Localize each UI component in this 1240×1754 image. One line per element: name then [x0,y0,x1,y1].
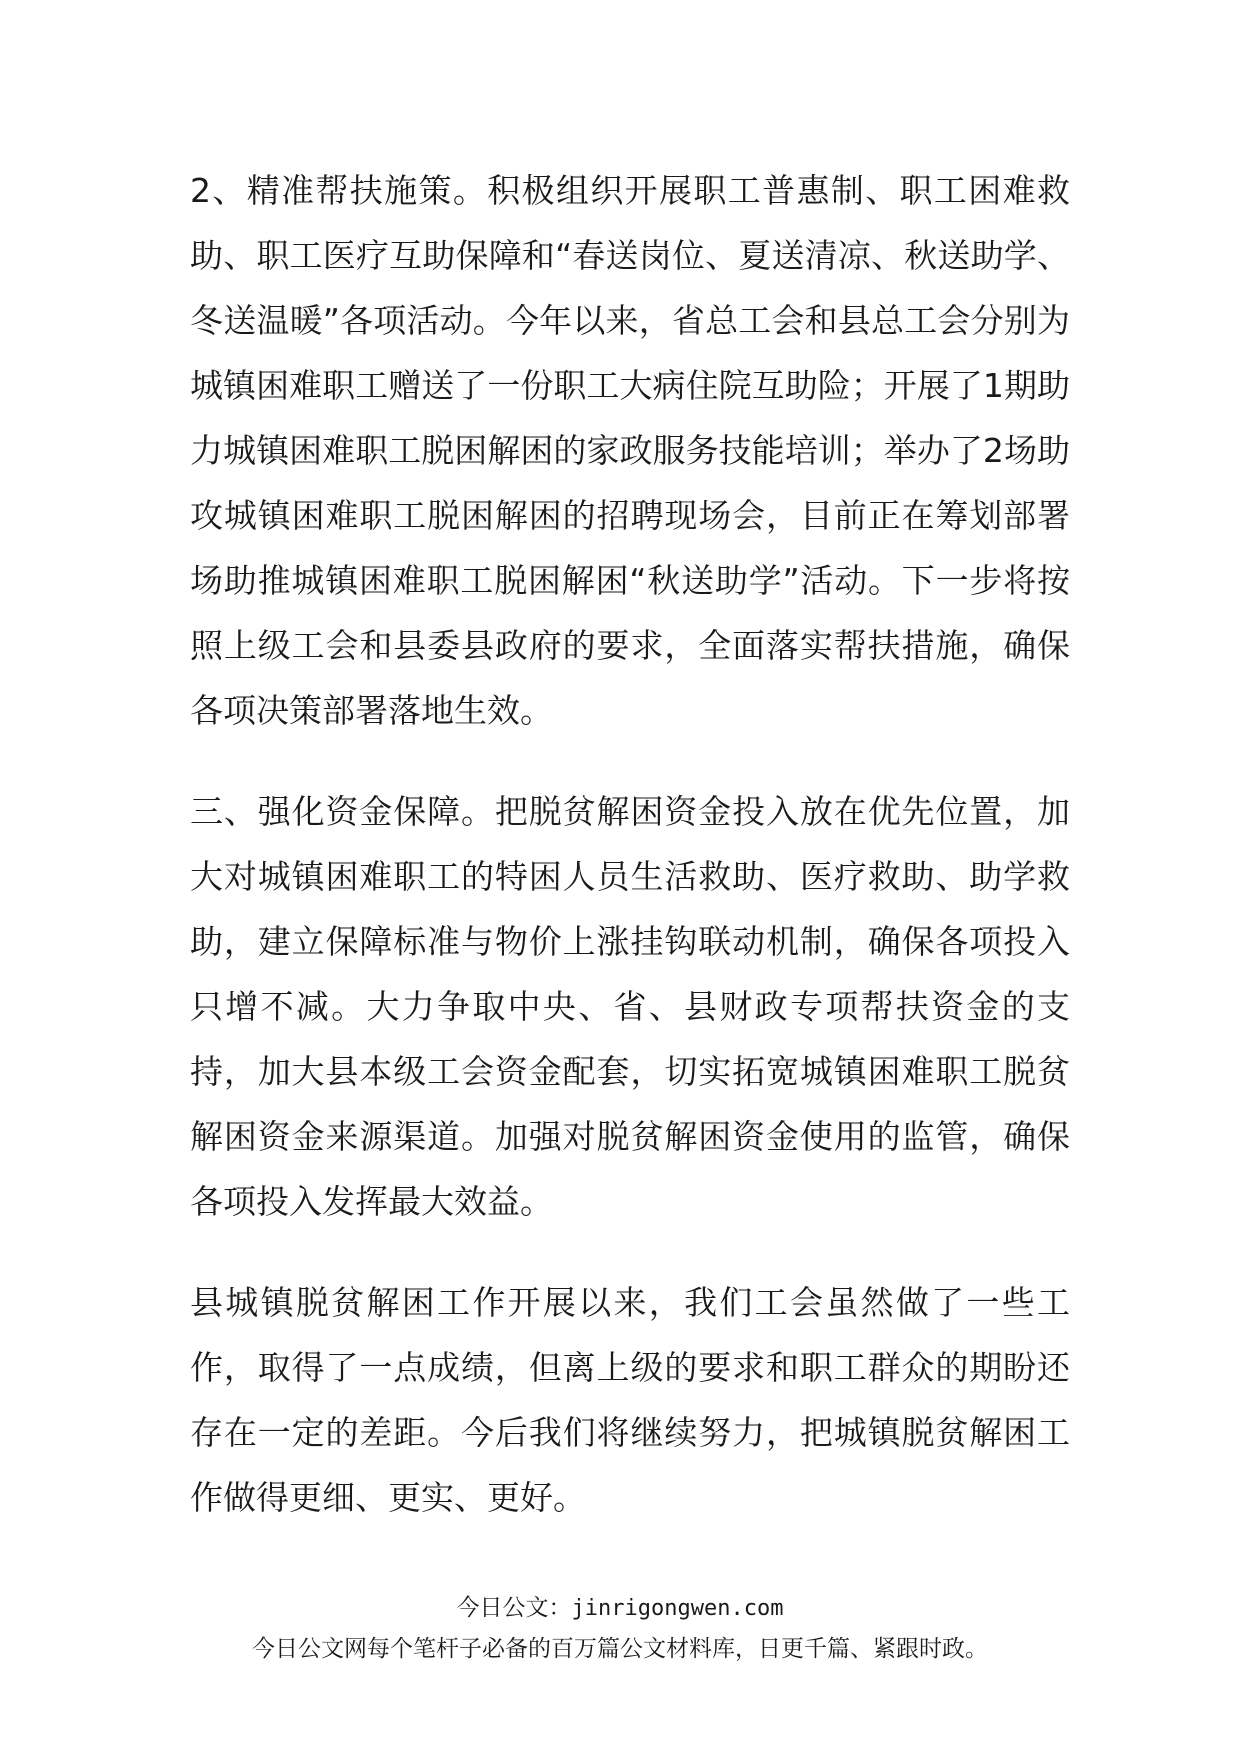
footer-site [0,1593,1240,1624]
document-body [190,158,1070,1566]
footer-site-url[interactable]: jinrigongwen.com [571,1596,784,1621]
paragraph-conclusion: 县城镇脱贫解困工作开展以来，我们工会虽然做了一些工作，取得了一点成绩，但离上级的要求和职工群众的期盼还存在一定的差距。今后我们将继续努力，把城镇脱贫解困工作做得更细、更实、更好。 [190,1283,1070,1517]
footer-site-label: 今日公文： [456,1595,572,1621]
paragraph-precise-assistance: 2、精准帮扶施策。积极组织开展职工普惠制、职工困难救助、职工医疗互助保障和“春送岗位、夏送清凉、秋送助学、冬送温暖”各项活动。今年以来，省总工会和县总工会分别为城镇困难职工赠送了一份职工大病住院互助险；开展了1期助力城镇困难职工脱困解困的家政服务技能培训；举办了2场助攻城镇困难职工脱困解困的招聘现场会，目前正在筹划部署场助推城镇困难职工脱困解困“秋送助学”活动。下一步将按照上级工会和县委县政府的要求，全面落实帮扶措施，确保各项决策部署落地生效。 [190,171,1070,730]
footer-tagline: 今日公文网每个笔杆子必备的百万篇公文材料库，日更千篇、紧跟时政。 [252,1636,988,1662]
paragraph-funding-guarantee: 三、强化资金保障。把脱贫解困资金投入放在优先位置，加大对城镇困难职工的特困人员生活救助、医疗救助、助学救助，建立保障标准与物价上涨挂钩联动机制，确保各项投入只增不减。大力争取中央、省、县财政专项帮扶资金的支持，加大县本级工会资金配套，切实拓宽城镇困难职工脱贫解困资金来源渠道。加强对脱贫解困资金使用的监管，确保各项投入发挥最大效益。 [190,792,1070,1221]
